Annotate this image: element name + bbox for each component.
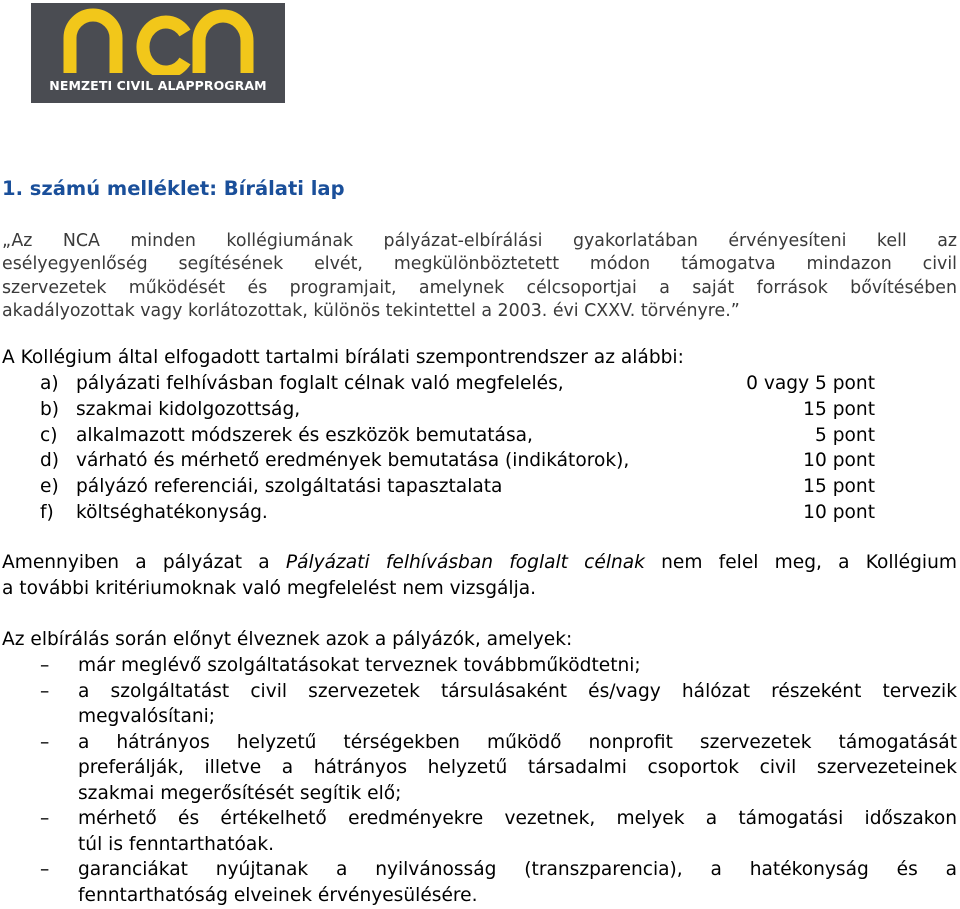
advantage-line: mérhető és értékelhető eredményekre vezetnek, melyek a támogatási időszakon	[78, 808, 957, 829]
advantage-line: fenntarthatóság elveinek érvényesülésére.	[78, 884, 478, 906]
criteria-letter: b)	[40, 398, 60, 420]
advantage-line: a szolgáltatást civil szervezetek társulásaként és/vagy hálózat részeként tervezik	[78, 680, 957, 702]
advantage-line: garanciákat nyújtanak a nyilvánosság (transzparencia), a hatékonyság és a	[78, 859, 957, 880]
advantages-list	[2, 653, 957, 908]
advantage-text	[78, 679, 957, 730]
evaluation-note	[2, 550, 957, 602]
criteria-text: szakmai kidolgozottság,	[76, 398, 301, 420]
criteria-text: költséghatékonyság.	[76, 501, 268, 523]
criteria-points: 10 pont	[803, 501, 875, 523]
advantage-text	[78, 730, 957, 807]
logo-tagline: NEMZETI CIVIL ALAPPROGRAM	[49, 78, 267, 93]
criteria-list	[40, 371, 875, 526]
advantages-intro: Az elbírálás során előnyt élveznek azok a pályázók, amelyek:	[2, 629, 573, 650]
criteria-item	[40, 500, 875, 526]
dash-bullet: –	[40, 808, 50, 829]
criteria-letter: f)	[40, 501, 54, 523]
criteria-points: 5 pont	[815, 424, 875, 446]
criteria-letter: c)	[40, 424, 58, 446]
note-line-2: a további kritériumoknak való megfelelést nem vizsgálja.	[2, 578, 537, 599]
advantage-item	[2, 806, 957, 857]
advantage-line: megvalósítani;	[78, 706, 216, 727]
advantage-line: szakmai megerősítését segítik elő;	[78, 782, 402, 804]
advantage-item	[2, 857, 957, 908]
dash-bullet: –	[40, 655, 50, 676]
intro-quote	[2, 230, 957, 323]
advantage-line: túl is fenntarthatóak.	[78, 833, 275, 855]
quote-line: szervezetek működését és programjait, amelynek célcsoportjai a saját források bővítésében	[2, 277, 957, 298]
criteria-text: várható és mérhető eredmények bemutatása (indikátorok),	[76, 450, 630, 472]
advantage-item	[2, 653, 957, 679]
criteria-letter: e)	[40, 476, 59, 498]
page-title: 1. számú melléklet: Bírálati lap	[2, 177, 345, 200]
criteria-item	[40, 474, 875, 500]
criteria-points: 15 pont	[803, 476, 875, 498]
criteria-intro: A Kollégium által elfogadott tartalmi bírálati szempontrendszer az alábbi:	[2, 347, 684, 368]
advantage-line: preferálják, illetve a hátrányos helyzetű társadalmi csoportok civil szervezeteinek	[78, 757, 957, 778]
advantage-item	[2, 679, 957, 730]
quote-line: akadályozottak vagy korlátozottak, különös tekintettel a 2003. évi CXXV. törvényre.”	[2, 300, 740, 321]
criteria-points: 10 pont	[803, 450, 875, 472]
criteria-item	[40, 423, 875, 449]
advantage-line: a hátrányos helyzetű térségekben működő nonprofit szervezetek támogatását	[78, 731, 957, 753]
note-line-1	[2, 550, 957, 576]
advantage-line: már meglévő szolgáltatásokat terveznek továbbműködtetni;	[78, 655, 641, 676]
note-after: nem felel meg, a Kollégium	[644, 552, 957, 573]
note-italic: Pályázati felhívásban foglalt célnak	[285, 552, 645, 573]
criteria-letter: a)	[40, 373, 59, 394]
criteria-points: 0 vagy 5 pont	[746, 373, 875, 394]
criteria-item	[40, 371, 875, 397]
criteria-item	[40, 448, 875, 474]
criteria-text: alkalmazott módszerek és eszközök bemutatása,	[76, 424, 533, 446]
criteria-letter: d)	[40, 450, 60, 472]
nca-logo	[31, 3, 285, 103]
criteria-points: 15 pont	[803, 398, 875, 420]
criteria-item	[40, 397, 875, 423]
dash-bullet: –	[40, 859, 50, 880]
nca-logo-letters	[31, 3, 285, 75]
advantage-item	[2, 730, 957, 807]
criteria-text: pályázati felhívásban foglalt célnak való megfelelés,	[76, 373, 564, 394]
advantage-text	[78, 653, 957, 679]
dash-bullet: –	[40, 680, 50, 702]
advantage-text	[78, 857, 957, 908]
criteria-text: pályázó referenciái, szolgáltatási tapasztalata	[76, 476, 503, 498]
quote-line: „Az NCA minden kollégiumának pályázat-elbírálási gyakorlatában érvényesíteni kell az	[2, 231, 957, 251]
dash-bullet: –	[40, 731, 50, 753]
advantage-text	[78, 806, 957, 857]
note-before: Amennyiben a pályázat a	[2, 552, 286, 573]
quote-line: esélyegyenlőség segítésének elvét, megkülönböztetett módon támogatva mindazon civil	[2, 254, 957, 275]
